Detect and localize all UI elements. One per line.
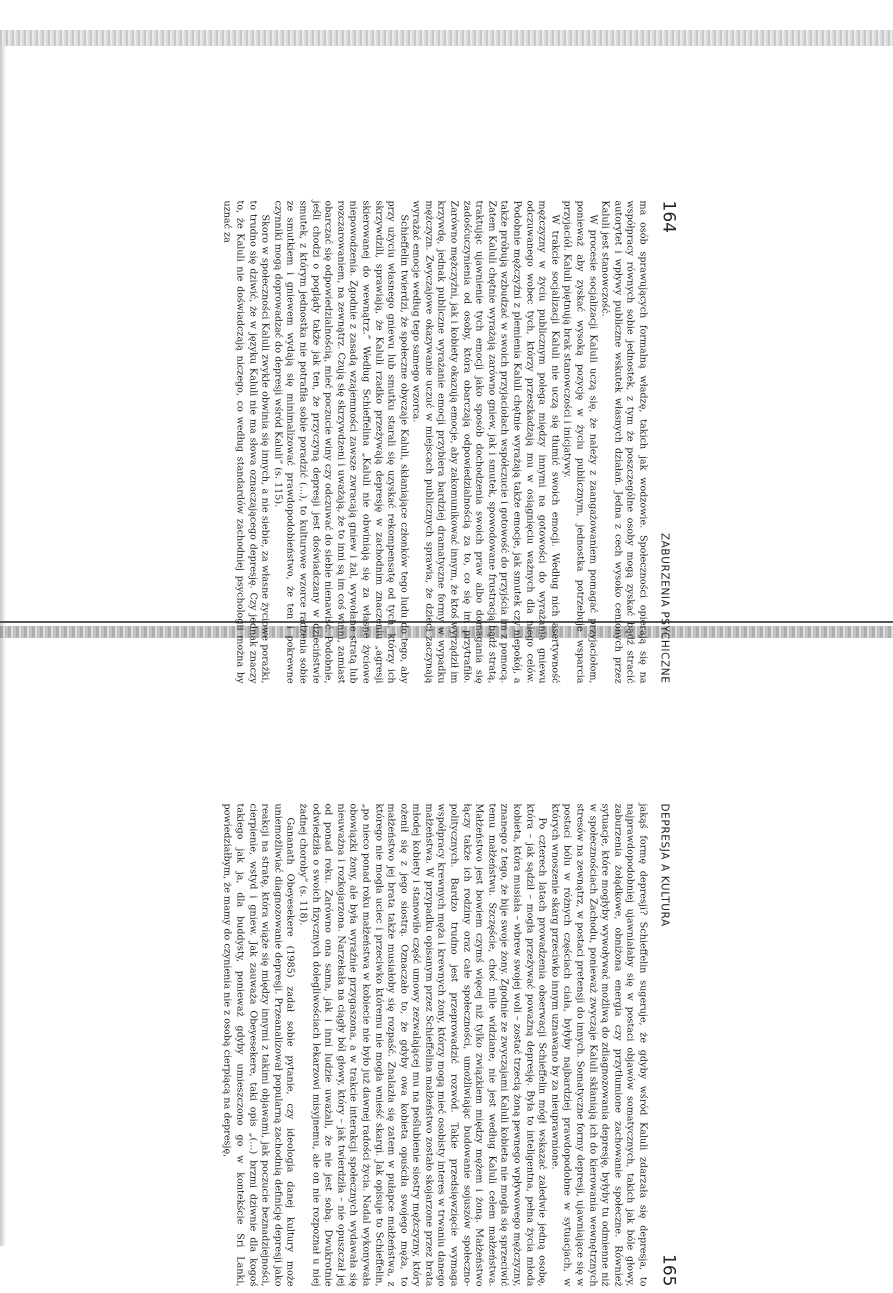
page-header [659,201,689,684]
paragraph: Schieffelin twierdzi, że społeczne obyczaje Kaluli, skłaniające członków tego ludu do tego, aby przy użyciu własnego gniewu lub smutku starali się uzyskać rekompensatę od tych, którzy ich skrzywdzili, sprawiają, że Kaluli rzadko przeżywają depresję w zachodnim znaczeniu „agresji skierowanej do wewnątrz.” Według Schieffelina „Kaluli nie obwiniają się za własne życiowe niepowodzenia. Zgodnie z zasadą wzajemności zawsze zwracają gniew i żal, wywołane stratą lub rozczarowaniem, na zewnątrz. Czują się skrzywdzeni i uważają, że to inni są im coś winni, zamiast obarczać się odpowiedzialnością, mieć poczucie winy czy odczuwać do siebie nienawiść. Podobnie, jeśli chodzi o poglądy także jak ten, że przyczyną depresji jest doświadczany w dzieciństwie smutek, z którym jednostka nie potrafiła sobie poradzić (...), to kulturowe wzorce radzenia sobie ze smutkiem i gniewem wydają się minimalizować prawdopodobieństwo, że ten i pokrewne czynniki mogą doprowadzać do depresji wśród Kaluli” (s. 115). [272,200,410,684]
paragraph: W trakcie socjalizacji Kaluli nie uczą się tłumić swoich emocji. Według nich asertywność mężczyzny w życiu publicznym polega między innymi na gotowości do wyrażania gniewu odczuwanego wobec tych, którzy przeszkadzają mu w osiągnięciu ważnych dla niego celów. Podobnie mężczyźni z plemienia Kaluli chętnie wyrażają także emocje, jak smutek czy niepokój, a także próbują wzbudzać w swoich przyjaciołach współczucie i gotowość do przyjścia im z pomocą. Zatem Kaluli chętnie wyrażają zarówno gniew, jak i smutek, spowodowane frustracją bądź stratą, traktując ujawnienie tych emocji jako sposób dochodzenia swoich praw albo domagania się zadośćuczynienia od osoby, która obarczają odpowiedzialnością za to, co się im przytrafiło. Zarówno mężczyźni, jak i kobiety okazują emocje, aby zakomunikować innym, że ktoś wyrządził im krzywdę, jednak publiczne wyrażanie emocji przybiera bardziej dramatyczne formy w wypadku mężczyzn. Zwyczajowe okazywanie uczuć w miejscach publicznych sprawia, że dzieci zaczynają wyrażać emocje według tego samego wzorca. [410,200,561,684]
scan-artifact-strip [0,30,893,46]
paragraph: Gananath Obeyesekere (1985) zadał sobie pytanie, czy ideologia danej kultury może uniemożliwiać diagnozowanie depresji. Przeanalizował popularną zachodnią definicję depresji jako reakcji na stratę, która wiąże się między innymi z takimi objawami, jak poczucie beznadziejności, cierpienie, wstyd i gniew. Jak zauważa Obeyesekere, taki opis „(...) brzmi dziwnie dla kogoś takiego jak ja, dla buddysty, ponieważ gdyby umieszczono go w kontekście Sri Lanki, powiedziałbym, że mamy do czynienia nie z osobą cierpiącą na depresję, [221,803,296,1287]
page-body [220,201,648,684]
running-head: ZABURZENIA PSYCHICZNE [658,532,671,684]
page-body [220,804,648,1287]
paragraph: Skoro w społeczności Kaluli zwykle obwinia się innych, a nie siebie, za własne życiowe porażki, to trudno się dziwić, że w języku Kaluli nie ma słowa oznaczającego depresję. Czy jednak znaczy to, że Kaluli nie doświadczają niczego, co według standardów zachodniej psychologii można by uznać za [221,200,271,684]
paragraph: jakąś formę depresji? Schieffelin sugeruje, że gdyby wśród Kaluli zdarzała się depresja, to najprawdopodobniej ujawniałaby się w postaci objawów somatycznych, takich jak bóle głowy, zaburzenia żołądkowe, obniżona energia czy przytłumione zachowanie społeczne. Również sytuacje, które mogłyby wywoływać możliwą do zdiagnozowania depresję, byłyby tu odmienne niż w społecznościach Zachodu, ponieważ zwyczaje Kaluli skłaniają ich do kierowania wewnętrznych stresów na zewnątrz, w postaci pretensji do innych. Somatyczne formy depresji, ujawniające się w postaci bólu w różnych częściach ciała, byłyby najbardziej prawdopodobne w sytuacjach, w których wnoszenie skarg przeciwko innym uznawano by za nieuprawnione. [549,803,649,1287]
page-number: 165 [658,1254,679,1287]
page-number: 164 [658,200,679,233]
page-header [659,804,689,1287]
paragraph: ma osób sprawujących formalną władzę, takich jak wodzowie. Społeczności opierają się na współpracy równych sobie jednostek, z tym że poszczególne osoby mogą zyskać bądź stracić autorytet i wpływy publiczne wskutek własnych działań. Jedna z cech wysoko cenionych przez Kaluli jest stanowczość. [599,200,649,684]
left-page [0,195,689,690]
running-head: DEPRESJA A KULTURA [658,803,671,927]
paragraph: Po czterech latach prowadzenia obserwacji Schieffelin mógł wskazać zaledwie jedną osobę, która – jak sądził – mogła przeżywać poważną depresję. Była to inteligentna, pełna życia młoda kobieta, która musiała – wbrew swojej woli – zostać trzecią żoną pewnego wpływowego mężczyzny, znanego z tego, że bije swoje żony. Zgodnie ze zwyczajami Kaluli kobieta nie mogła się sprzeciwić temu małżeństwu. Szczęście, choć mile widziane, nie jest według Kaluli celem małżeństwa. Małżeństwo jest bowiem czymś więcej niż tylko związkiem między mężem i żoną. Małżeństwo łączy także ich rodziny oraz całe społeczności, umożliwiając budowanie sojuszów społeczno-politycznych. Bardzo trudno jest przeprowadzić rozwód. Takie przedsięwzięcie wymaga współpracy krewnych męża i krewnych żony, którzy mogą mieć osobisty interes w trwaniu danego małżeństwa. W przypadku opisanym przez Schieffelina małżeństwo zostało skojarzone przez brata młodej kobiety i stanowiło część umowy zezwalającej mu na poślubienie siostry mężczyzny, który ożenił się z jego siostrą. Oznaczało to, że gdyby owa kobieta opuściła swojego męża, to małżeństwo jej brata także musiałoby się rozpaść. Znalazła się zatem w pułapce małżeństwa, z którego nie mogła uciec i przeciwko któremu nie mogła wnieść skargi. Jak opisuje to Schieffelin, „po nieco ponad roku małżeństwa w kobiecie nie było już dawnej radości życia. Nadal wykonywała obowiązki żony, ale była wyraźnie przygaszona, a w trakcie interakcji społecznych wydawała się nieuważna i rozkojarzona. Narzekała na ciągły ból głowy, który – jak twierdziła – nie opuszczał jej od ponad roku. Zarówno ona sama, jak i inni ludzie uważali, że nie jest sobą. Dwukrotnie odwiedziła o swoich fizycznych dolegliwościach lekarzowi misyjnemu, ale on nie rozpoznał u niej żadnej choroby” (s. 118). [297,803,548,1287]
paragraph: W procesie socjalizacji Kaluli uczą się, że należy z zaangażowaniem pomagać przyjaciołom, ponieważ aby zyskać wysoką pozycję w życiu publicznym, jednostka potrzebuje wsparcia przyjaciół. Kaluli piętnują brak stanowczości i inicjatywy. [561,200,599,684]
right-page [0,798,689,1293]
